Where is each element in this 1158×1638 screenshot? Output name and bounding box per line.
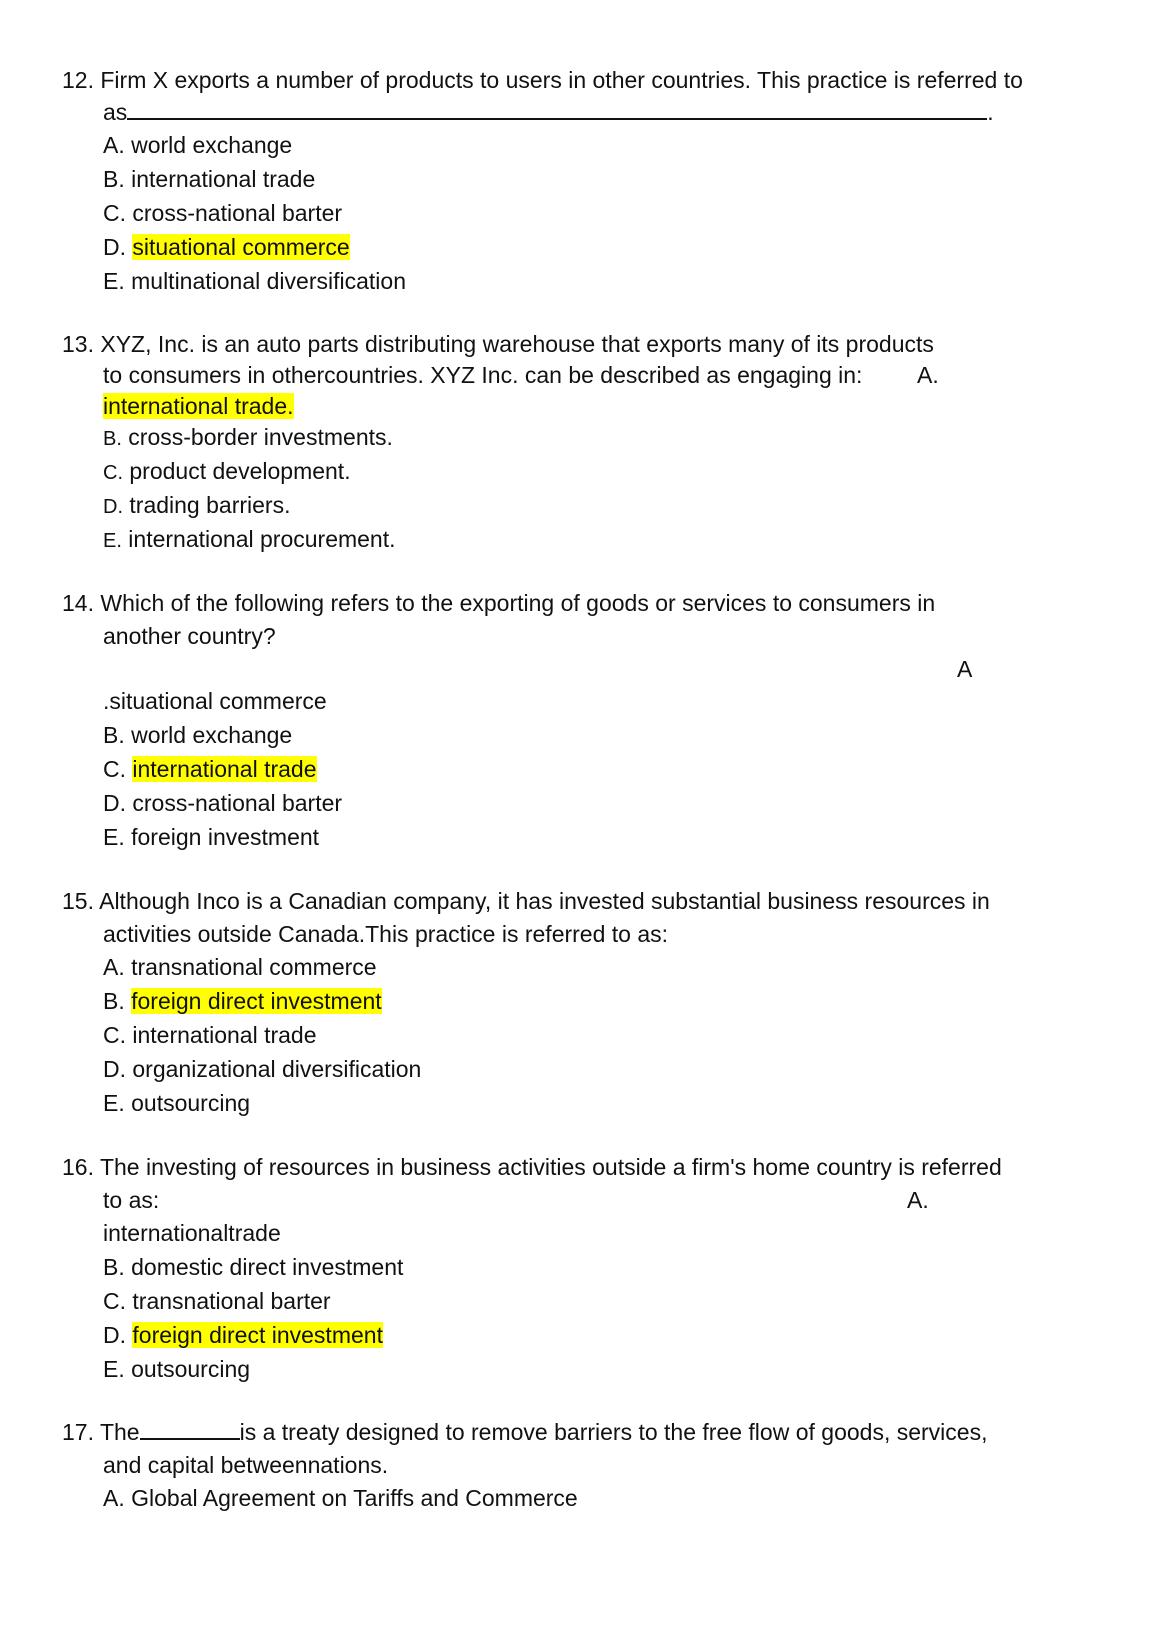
q15-option-e: E. outsourcing	[103, 1090, 251, 1116]
q13-option-a-letter: A.	[917, 362, 939, 388]
q16-option-a: internationaltrade	[103, 1220, 281, 1246]
question-13-stem-line2: to consumers in othercountries. XYZ Inc. can be described as engaging in:	[103, 362, 863, 388]
answer-blank	[127, 98, 987, 120]
question-12-stem: 12. Firm X exports a number of products to users in other countries. This practice is referred to	[62, 67, 1023, 93]
q14-option-a-letter: A	[957, 656, 973, 682]
answer-blank	[140, 1418, 240, 1440]
q15-option-d: D. organizational diversification	[103, 1056, 422, 1082]
q13-option-d: D. trading barriers.	[103, 492, 291, 518]
q12-option-e: E. multinational diversification	[103, 268, 406, 294]
q12-option-b: B. international trade	[103, 166, 316, 192]
question-15-stem: 15. Although Inco is a Canadian company, it has invested substantial business resources in	[62, 888, 990, 914]
q16-option-e: E. outsourcing	[103, 1356, 251, 1382]
q17-option-a: A. Global Agreement on Tariffs and Commerce	[103, 1485, 578, 1511]
question-14-stem-line2: another country?	[103, 623, 276, 649]
question-15-stem-line2: activities outside Canada.This practice is referred to as:	[103, 921, 669, 947]
q14-option-c: C. international trade	[103, 756, 317, 782]
q12-option-d: D. situational commerce	[103, 234, 350, 260]
q12-option-a: A. world exchange	[103, 132, 293, 158]
q12-option-c: C. cross-national barter	[103, 200, 343, 226]
q16-option-d: D. foreign direct investment	[103, 1322, 383, 1348]
q13-option-a	[103, 392, 294, 420]
q13-option-c: C. product development.	[103, 458, 351, 484]
q15-option-a: A. transnational commerce	[103, 954, 377, 980]
highlighted-answer: international trade	[132, 756, 317, 782]
q15-option-c: C. international trade	[103, 1022, 317, 1048]
highlighted-answer: situational commerce	[132, 234, 350, 260]
question-17-stem-line2: and capital betweennations.	[103, 1452, 389, 1478]
q14-option-d: D. cross-national barter	[103, 790, 343, 816]
question-16-stem: 16. The investing of resources in business activities outside a firm's home country is referred	[62, 1154, 1002, 1180]
question-14-stem: 14. Which of the following refers to the exporting of goods or services to consumers in	[62, 590, 936, 616]
q13-option-e: E. international procurement.	[103, 526, 396, 552]
q15-option-b: B. foreign direct investment	[103, 988, 382, 1014]
question-12-stem-line2: as .	[103, 99, 994, 125]
q16-option-b: B. domestic direct investment	[103, 1254, 404, 1280]
highlighted-answer: foreign direct investment	[132, 1322, 383, 1348]
q14-option-e: E. foreign investment	[103, 824, 320, 850]
q14-option-b: B. world exchange	[103, 722, 293, 748]
question-16-stem-line2: to as:	[103, 1187, 160, 1213]
highlighted-answer: international trade.	[103, 393, 294, 419]
highlighted-answer: foreign direct investment	[131, 988, 382, 1014]
question-13-stem: 13. XYZ, Inc. is an auto parts distributing warehouse that exports many of its products	[62, 331, 934, 357]
q16-option-a-letter: A.	[907, 1187, 929, 1213]
q14-option-a: .situational commerce	[103, 688, 327, 714]
question-17-stem: 17. The is a treaty designed to remove barriers to the free flow of goods, services,	[62, 1419, 988, 1445]
q16-option-c: C. transnational barter	[103, 1288, 331, 1314]
q13-option-b: B. cross-border investments.	[103, 424, 393, 450]
